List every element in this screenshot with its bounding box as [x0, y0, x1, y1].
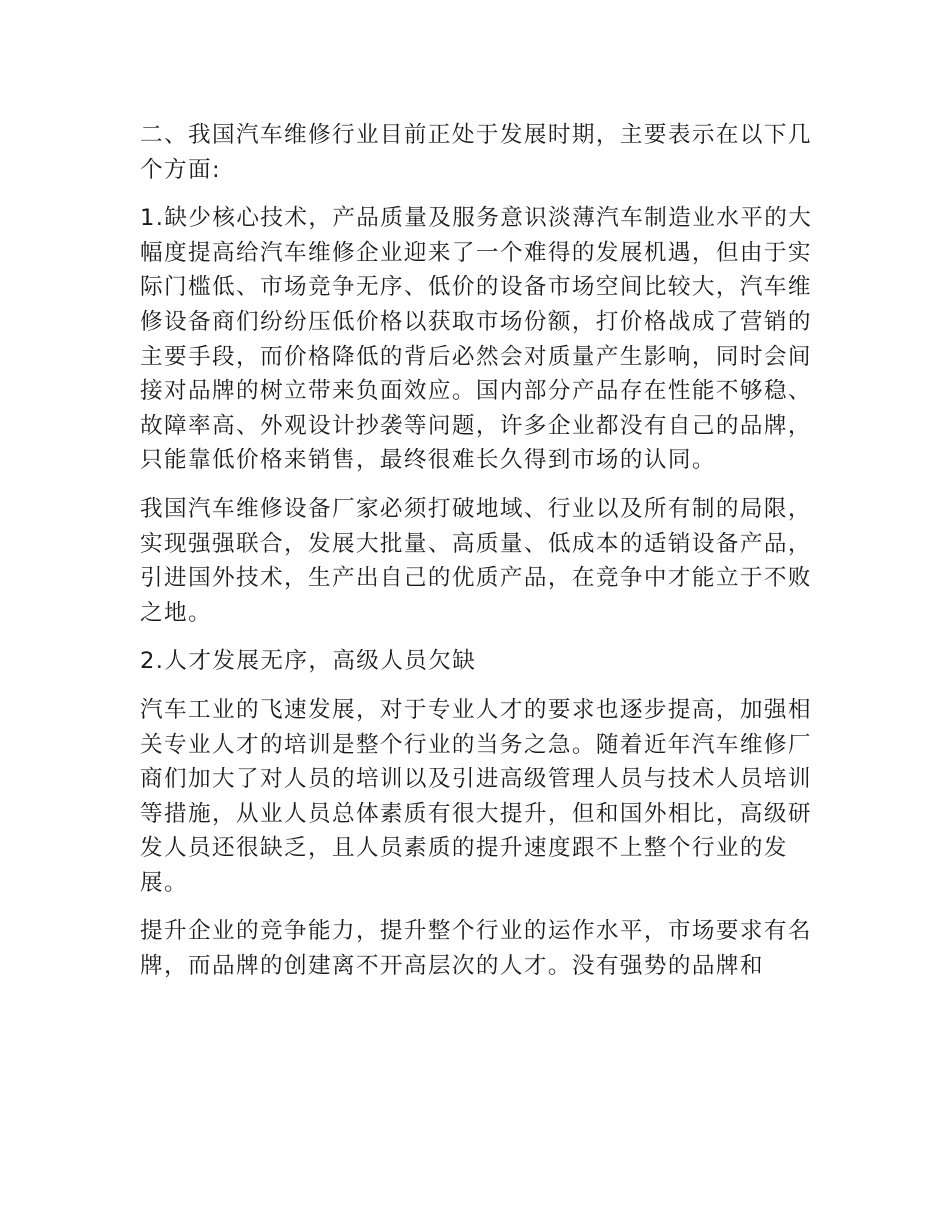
paragraph-point-2: 汽车工业的飞速发展，对于专业人才的要求也逐步提高，加强相关专业人才的培训是整个行业的当务之急。随着近年汽车维修厂商们加大了对人员的培训以及引进高级管理人员与技术人员培训等措施，从业人员总体素质有很大提升，但和国外相比，高级研发人员还很缺乏，且人员素质的提升速度跟不上整个行业的发展。	[140, 696, 812, 896]
paragraph-point-2-detail: 提升企业的竞争能力，提升整个行业的运作水平，市场要求有名牌，而品牌的创建离不开高层次的人才。没有强势的品牌和	[140, 918, 812, 980]
document-body	[140, 118, 820, 998]
paragraph-point-1: 1.缺少核心技术，产品质量及服务意识淡薄汽车制造业水平的大幅度提高给汽车维修企业迎来了一个难得的发展机遇，但由于实际门槛低、市场竞争无序、低价的设备市场空间比较大，汽车维修设备商们纷纷压低价格以获取市场份额，打价格战成了营销的主要手段，而价格降低的背后必然会对质量产生影响，同时会间接对品牌的树立带来负面效应。国内部分产品存在性能不够稳、故障率高、外观设计抄袭等问题，许多企业都没有自己的品牌，只能靠低价格来销售，最终很难长久得到市场的认同。	[140, 205, 813, 474]
paragraph-intro: 二、我国汽车维修行业目前正处于发展时期，主要表示在以下几个方面:	[140, 122, 812, 183]
paragraph-point-1-detail: 我国汽车维修设备厂家必须打破地域、行业以及所有制的局限，实现强强联合，发展大批量、高质量、低成本的适销设备产品，引进国外技术，生产出自己的优质产品，在竞争中才能立于不败之地。	[140, 495, 812, 626]
paragraph-point-2-heading: 2.人才发展无序，高级人员欠缺	[140, 648, 477, 675]
